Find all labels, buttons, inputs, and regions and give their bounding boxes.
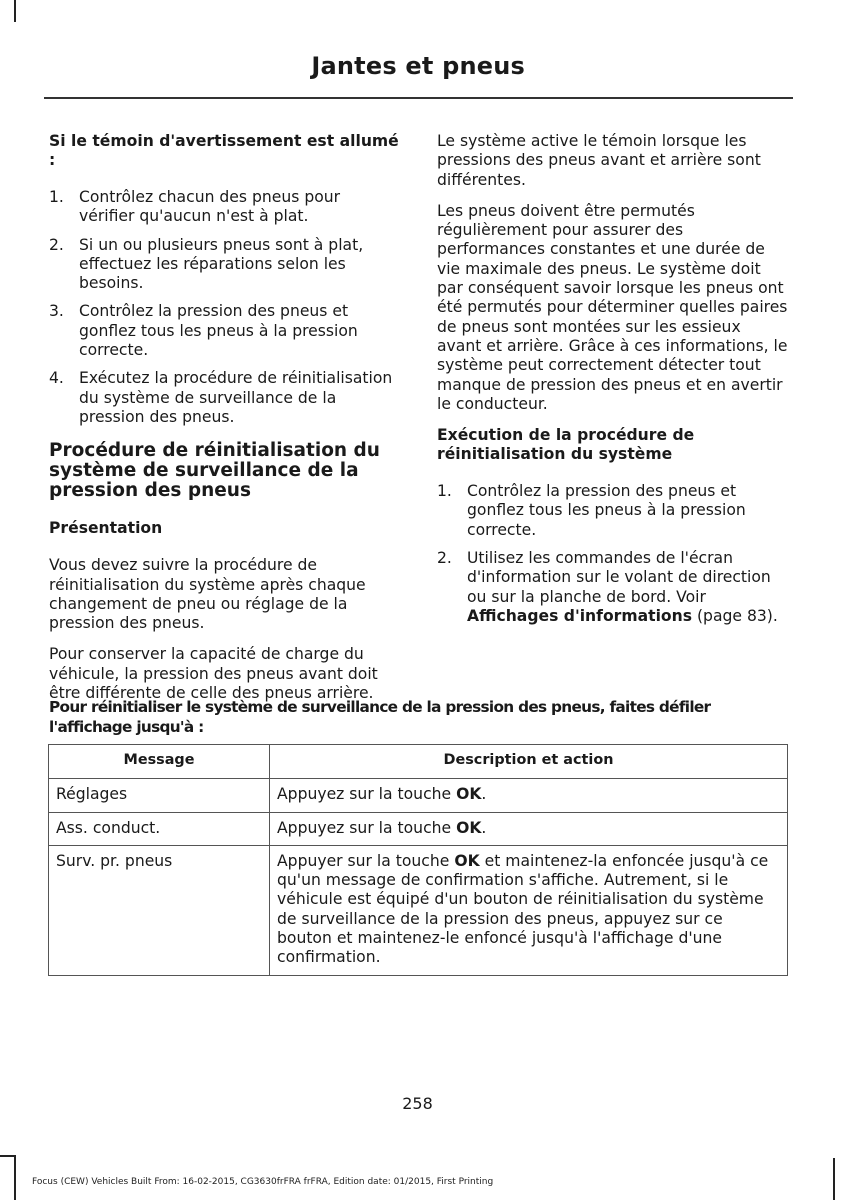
crop-mark-bottom-left-horizontal [0, 1155, 15, 1157]
step-number: 1. [437, 482, 452, 501]
warning-heading: Si le témoin d'avertissement est allumé : [49, 132, 399, 169]
description-cell [270, 812, 788, 845]
description-cell [270, 779, 788, 812]
step-text: Si un ou plusieurs pneus sont à plat, effectuez les réparations selon les besoins. [79, 235, 364, 293]
message-table [48, 744, 788, 976]
key-label: OK [454, 851, 480, 870]
step-text: Utilisez les commandes de l'écran d'information sur le volant de direction ou sur la planche de bord. Voir [467, 549, 771, 606]
table-header-row [49, 745, 788, 779]
warning-steps-list [49, 188, 399, 427]
crossref-link[interactable]: Affichages d'informations [467, 606, 693, 625]
crop-mark-bottom-right [833, 1158, 835, 1200]
table-intro: Pour réinitialiser le système de surveillance de la pression des pneus, faites défiler l'affichage jusqu'à : [49, 698, 711, 736]
description-text-suffix: . [481, 818, 487, 837]
list-item [49, 369, 399, 427]
table-row [49, 812, 788, 845]
list-item [49, 302, 399, 360]
crop-mark-top-left [14, 0, 16, 22]
footer-text: Focus (CEW) Vehicles Built From: 16-02-2015, CG3630frFRA frFRA, Edition date: 01/2015, First Printing [32, 1177, 494, 1187]
description-cell [270, 845, 788, 975]
right-column [437, 132, 789, 640]
list-item [49, 236, 399, 294]
step-number: 2. [437, 549, 452, 568]
table-row [49, 779, 788, 812]
left-column [49, 132, 399, 715]
crop-mark-bottom-left-vertical [14, 1155, 16, 1200]
description-text-suffix: . [481, 785, 487, 804]
header-rule [44, 97, 793, 99]
step-number: 4. [49, 369, 64, 388]
step-text: Contrôlez chacun des pneus pour vérifier qu'aucun n'est à plat. [79, 188, 341, 226]
procedure-steps-list [437, 482, 789, 626]
description-text: Appuyer sur la touche [277, 851, 455, 870]
list-item [437, 482, 789, 540]
message-cell: Ass. conduct. [49, 812, 270, 845]
overview-heading: Présentation [49, 519, 163, 538]
right-paragraph-2: Les pneus doivent être permutés régulièrement pour assurer des performances constantes et une durée de vie maximale des pneus. Le système doit par conséquent savoir lorsque les pneus ont été permutés pour déterminer quelles paires de pneus sont montées sur les essieux avant et arrière. Grâce à ces informations, le système peut correctement détecter tout manque de pression des pneus et en avertir le conducteur. [437, 201, 788, 413]
key-label: OK [456, 818, 482, 837]
list-item [49, 188, 399, 227]
description-text: Appuyez sur la touche [277, 818, 457, 837]
description-text-suffix: et maintenez-la enfoncée jusqu'à ce qu'un message de confirmation s'affiche. Autrement, si le véhicule est équipé d'un bouton de réinitialisation du système de surveillance de la pression des pneus, appuyez sur ce bouton et maintenez-le enfoncé jusqu'à l'affichage d'une confirmation. [277, 851, 769, 967]
overview-paragraph-1: Vous devez suivre la procédure de réinitialisation du système après chaque changement de pneu ou réglage de la pression des pneus. [49, 556, 366, 633]
step-number: 1. [49, 188, 64, 206]
step-text-suffix: (page 83). [692, 606, 778, 625]
section-heading: Procédure de réinitialisation du système de surveillance de la pression des pneus [49, 440, 380, 502]
message-cell: Surv. pr. pneus [49, 845, 270, 975]
step-number: 2. [49, 235, 64, 254]
procedure-heading: Exécution de la procédure de réinitialisation du système [437, 426, 695, 464]
step-text: Contrôlez la pression des pneus et gonflez tous les pneus à la pression correcte. [79, 302, 358, 360]
list-item [437, 549, 789, 626]
description-text: Appuyez sur la touche [277, 785, 457, 804]
column-header-message: Message [49, 745, 270, 779]
key-label: OK [456, 785, 482, 804]
page-number: 258 [402, 1094, 433, 1113]
page-title: Jantes et pneus [311, 52, 525, 80]
message-cell: Réglages [49, 779, 270, 812]
table-row [49, 845, 788, 975]
right-paragraph-1: Le système active le témoin lorsque les pressions des pneus avant et arrière sont différentes. [437, 132, 761, 189]
step-text: Exécutez la procédure de réinitialisation du système de surveillance de la pression des pneus. [79, 369, 393, 426]
overview-paragraph-2: Pour conserver la capacité de charge du véhicule, la pression des pneus avant doit être différente de celle des pneus arrière. [49, 645, 378, 703]
step-text: Contrôlez la pression des pneus et gonflez tous les pneus à la pression correcte. [467, 482, 746, 539]
column-header-description: Description et action [270, 745, 788, 779]
step-number: 3. [49, 302, 64, 321]
